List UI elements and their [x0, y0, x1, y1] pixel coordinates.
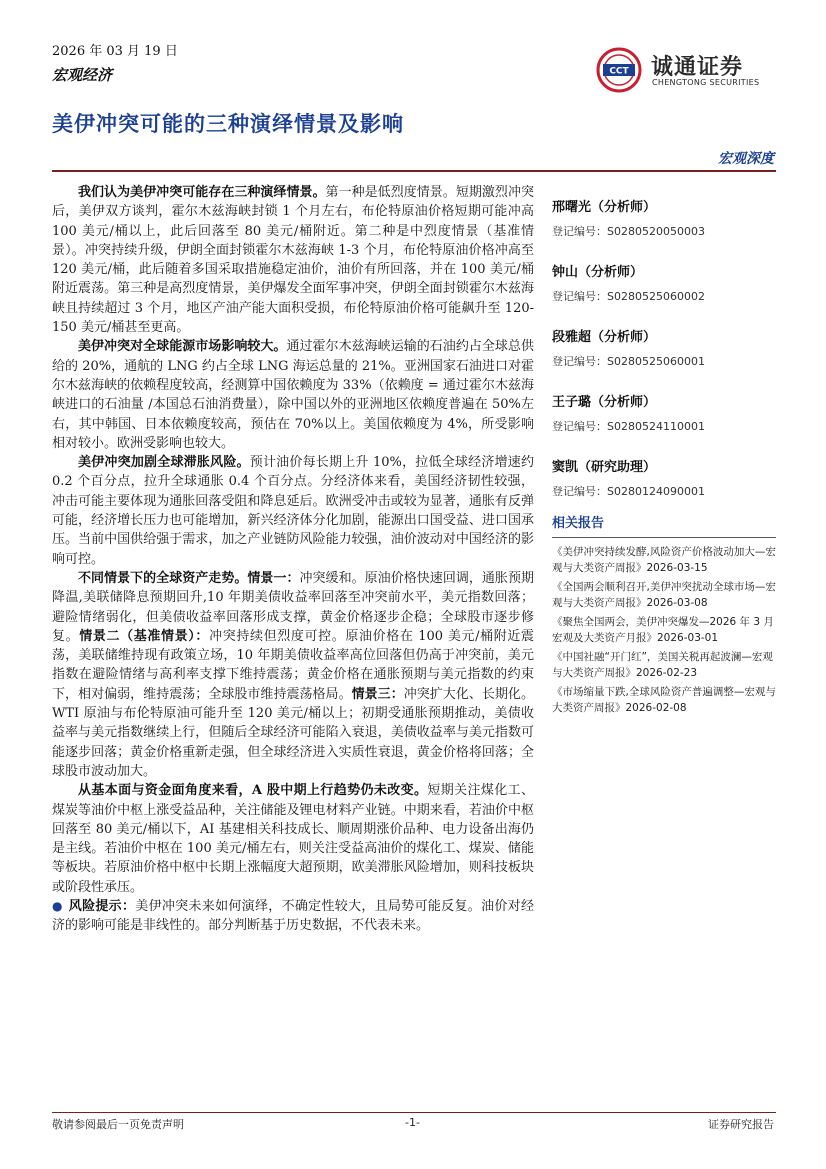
report-body: [52, 183, 534, 936]
paragraph-stagflation: 美伊冲突加剧全球滞胀风险。预计油价每长期上升 10%，拉低全球经济增速约 0.2 个百分点，拉升全球通胀 0.4 个百分点。分经济体来看，美国经济韧性较强，冲击可能主要体现为通胀回落受阻和降息延后。欧洲受冲击或较为显著，通胀有反弹可能，经济增长压力也可能增加，新兴经济体分化加剧，能源出口国受益、进口国承压。当前中国供给强于需求，加之产业链防风险能力较强，油价波动对中国经济的影响可控。: [52, 455, 534, 567]
paragraph-a-shares: 从基本面与资金面角度来看，A 股中期上行趋势仍未改变。短期关注煤化工、煤炭等油价中枢上涨受益品种，关注储能及锂电材料产业链。中期来看，若油价中枢回落至 80 美元/桶以下，AI 基建相关科技成长、顺周期涨价品种、电力设备出海仍是主线。若油价中枢在 100 美元/桶左右，则关注受益高油价的煤化工、煤炭、储能等板块。若原油价格中枢中长期上涨幅度大超预期，欧美滞胀风险增加，则科技板块或阶段性承压。: [52, 783, 534, 895]
related-report-link[interactable]: 《美伊冲突持续发酵,风险资产价格波动加大—宏观与大类资产周报》2026-03-15: [552, 546, 776, 574]
logo-name-cn: 诚通证券: [651, 55, 744, 80]
paragraph-energy: 美伊冲突对全球能源市场影响较大。通过霍尔木兹海峡运输的石油约占全球总供给的 20%，通航的 LNG 约占全球 LNG 海运总量的 21%。亚洲国家石油进口对霍尔木兹海峡的依赖程度较高，经测算中国依赖度为 33%（依赖度 = 通过霍尔木兹海峡进口的石油量 /本国总石油消费量），除中国以外的亚洲地区依赖度普遍在 50%左右，其中韩国、日本依赖度较高，预估在 70%以上。美国依赖度为 4%，所受影响相对较小。欧洲受影响也较大。: [52, 339, 534, 451]
analyst-list: [552, 196, 776, 521]
company-logo: [595, 46, 775, 94]
report-category: 宏观经济: [52, 66, 113, 84]
analyst-entry: 钟山（分析师） 登记编号：S0280525060002: [552, 265, 705, 303]
footer-divider: [52, 1112, 776, 1113]
analyst-entry: 王子璐（分析师） 登记编号：S0280524110001: [552, 395, 705, 433]
paragraph-assets: 不同情景下的全球资产走势。情景一：冲突缓和。原油价格快速回调，通胀预期降温,美联储降息预期回升,10 年期美债收益率回落至冲突前水平，美元指数回落；避险情绪弱化，但美债收益率回落形成支撑，黄金价格逐步企稳；全球股市逐步修复。情景二（基准情景）：冲突持续但烈度可控。原油价格在 100 美元/桶附近震荡，美联储维持现有政策立场，10 年期美债收益率高位回落但仍高于冲突前，美元指数在避险情绪与高利率支撑下维持震荡；黄金价格在通胀预期与美元指数的约束下，相对偏弱，维持震荡；全球股市维持震荡格局。情景三：冲突扩大化、长期化。WTI 原油与布伦特原油可能升至 120 美元/桶以上；初期受通胀预期推动，美债收益率与美元指数继续上行，但随后全球经济可能陷入衰退，美债收益率与美元指数可能逐步回落；黄金价格重新走强，但全球经济进入实质性衰退，黄金价格将回落；全球股市波动加大。: [52, 570, 534, 779]
related-reports-title: 相关报告: [552, 512, 776, 538]
related-reports: [552, 512, 776, 719]
bullet-icon: ●: [52, 898, 63, 913]
analyst-entry: 邢曙光（分析师） 登记编号：S0280520050003: [552, 200, 705, 238]
analyst-entry: 窦凯（研究助理） 登记编号：S0280124090001: [552, 460, 705, 498]
header-divider: [52, 170, 776, 172]
report-date: 2026 年 03 月 19 日: [52, 44, 178, 59]
logo-name-en: CHENGTONG SECURITIES: [652, 78, 760, 87]
paragraph-scenarios: 我们认为美伊冲突可能存在三种演绎情景。第一种是低烈度情景。短期激烈冲突后，美伊双方谈判，霍尔木兹海峡封锁 1 个月左右，布伦特原油价格短期可能冲高 100 美元/桶以上，此后回落至 80 美元/桶附近。第二种是中烈度情景（基准情景）。冲突持续升级，伊朗全面封锁霍尔木兹海峡 1-3 个月，布伦特原油价格冲高至 120 美元/桶，此后随着多国采取措施稳定油价，油价有所回落，并在 100 美元/桶附近震荡。第三种是高烈度情景，美伊爆发全面军事冲突，伊朗全面封锁霍尔木兹海峡且持续超过 3 个月，地区产油产能大面积受损，布伦特原油价格可能飙升至 120-150 美元/桶甚至更高。: [52, 185, 534, 336]
analyst-entry: 段雅超（分析师） 登记编号：S0280525060001: [552, 330, 705, 368]
related-report-link[interactable]: 《聚焦全国两会，美伊冲突爆发—2026 年 3 月宏观及大类资产月报》2026-03-01: [552, 616, 774, 644]
logo-badge-text: CCT: [609, 66, 629, 77]
risk-warning: ● 风险提示：美伊冲突未来如何演绎，不确定性较大，且局势可能反复。油价对经济的影响可能是非线性的。部分判断基于历史数据，不代表未来。: [52, 898, 534, 934]
related-report-link[interactable]: 《中国社融“开门红”，美国关税再起波澜—宏观与大类资产周报》2026-02-23: [552, 651, 773, 679]
page-number: -1-: [405, 1116, 420, 1129]
related-report-link[interactable]: 《全国两会顺利召开,美伊冲突扰动全球市场—宏观与大类资产周报》2026-03-08: [552, 581, 776, 609]
report-title: 美伊冲突可能的三种演绎情景及影响: [52, 111, 404, 136]
related-report-link[interactable]: 《市场缩量下跌,全球风险资产普遍调整—宏观与大类资产周报》2026-02-08: [552, 686, 776, 714]
footer-report-label: 证券研究报告: [708, 1118, 774, 1131]
footer-disclaimer: 敬请参阅最后一页免责声明: [52, 1118, 184, 1131]
report-type: 宏观深度: [718, 151, 774, 167]
cct-logo-icon: [595, 46, 647, 94]
